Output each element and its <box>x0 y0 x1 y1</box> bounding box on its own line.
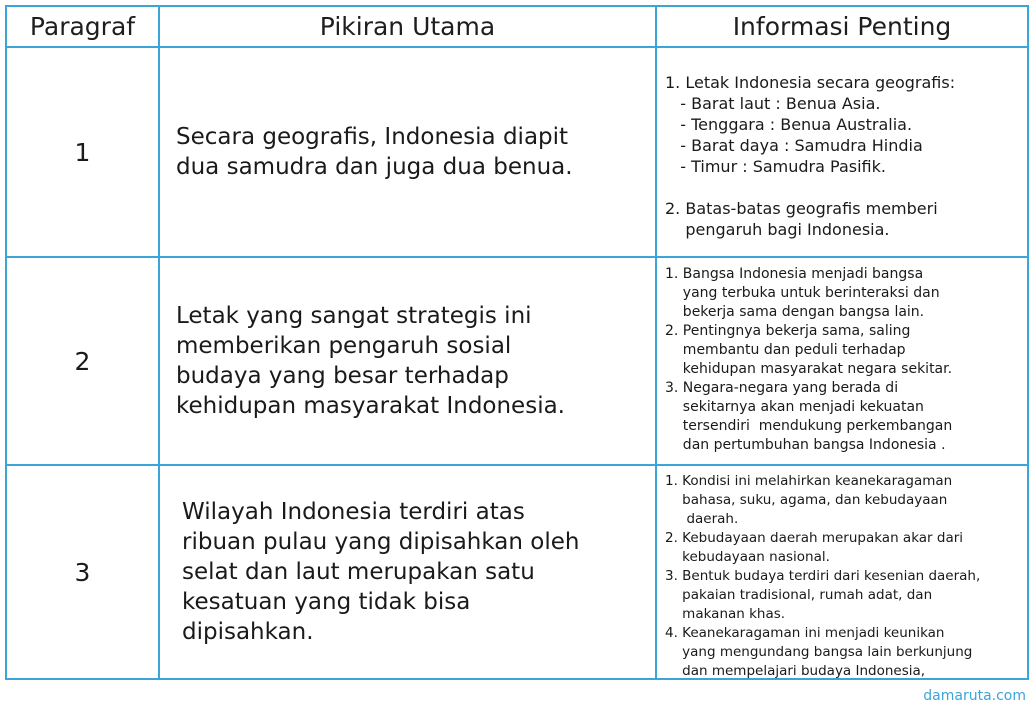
main-idea-line: kehidupan masyarakat Indonesia. <box>176 393 565 419</box>
main-idea-line: dipisahkan. <box>182 619 314 645</box>
main-idea-line: ribuan pulau yang dipisahkan oleh <box>182 529 580 555</box>
info-line: - Barat laut : Benua Asia. <box>665 94 881 113</box>
info-line: - Barat daya : Samudra Hindia <box>665 136 923 155</box>
info-line: 1. Kondisi ini melahirkan keanekaragaman <box>665 473 953 489</box>
info-line: sekitarnya akan menjadi kekuatan <box>665 399 924 415</box>
info-line: pakaian tradisional, rumah adat, dan <box>665 587 933 603</box>
main-idea-line: Wilayah Indonesia terdiri atas <box>182 499 525 525</box>
row-3-info <box>657 466 1027 678</box>
main-idea-line: kesatuan yang tidak bisa <box>182 589 471 615</box>
info-line-spacer <box>665 177 955 198</box>
main-idea-line: dua samudra dan juga dua benua. <box>176 154 573 180</box>
row-2-info <box>657 258 1027 464</box>
info-line: 4. Keanekaragaman ini menjadi keunikan <box>665 625 945 641</box>
info-line: bahasa, suku, agama, dan kebudayaan <box>665 492 948 508</box>
watermark: damaruta.com <box>923 688 1026 704</box>
info-line: 3. Negara-negara yang berada di <box>665 380 899 396</box>
info-line: dan mempelajari budaya Indonesia, <box>665 663 926 679</box>
header-informasi-penting: Informasi Penting <box>732 12 952 41</box>
info-line: 2. Kebudayaan daerah merupakan akar dari <box>665 530 964 546</box>
info-line: membantu dan peduli terhadap <box>665 342 906 358</box>
row-1-info <box>657 48 1027 256</box>
row-2-main-idea <box>160 258 655 464</box>
main-idea-line: memberikan pengaruh sosial <box>176 333 512 359</box>
main-idea-line: Letak yang sangat strategis ini <box>176 303 532 329</box>
row-2-number: 2 <box>74 346 91 376</box>
info-line: daerah. <box>665 511 739 527</box>
main-idea-line: Secara geografis, Indonesia diapit <box>176 124 569 150</box>
header-paragraf: Paragraf <box>29 12 136 41</box>
info-line: 1. Bangsa Indonesia menjadi bangsa <box>665 266 924 282</box>
info-line: pengaruh bagi Indonesia. <box>665 220 890 239</box>
info-line: - Timur : Samudra Pasifik. <box>665 157 886 176</box>
info-line: kebudayaan nasional. <box>665 549 830 565</box>
info-line: yang mengundang bangsa lain berkunjung <box>665 644 973 660</box>
info-line: 2. Batas-batas geografis memberi <box>665 199 938 218</box>
row-3-number: 3 <box>74 557 91 587</box>
info-line: - Tenggara : Benua Australia. <box>665 115 913 134</box>
row-3-main-idea <box>160 466 655 678</box>
info-table <box>5 5 1029 680</box>
info-line: yang terbuka untuk berinteraksi dan <box>665 285 940 301</box>
row-1-number: 1 <box>74 137 91 167</box>
info-line: 3. Bentuk budaya terdiri dari kesenian daerah, <box>665 568 981 584</box>
info-line: makanan khas. <box>665 606 786 622</box>
header-pikiran-utama: Pikiran Utama <box>319 12 496 41</box>
info-line: dan pertumbuhan bangsa Indonesia . <box>665 437 946 453</box>
info-line: tersendiri mendukung perkembangan <box>665 418 953 434</box>
row-1-main-idea <box>160 48 655 256</box>
info-line: bekerja sama dengan bangsa lain. <box>665 304 925 320</box>
info-line: 1. Letak Indonesia secara geografis: <box>665 73 956 92</box>
info-line: kehidupan masyarakat negara sekitar. <box>665 361 953 377</box>
info-line: 2. Pentingnya bekerja sama, saling <box>665 323 911 339</box>
main-idea-line: selat dan laut merupakan satu <box>182 559 535 585</box>
main-idea-line: budaya yang besar terhadap <box>176 363 509 389</box>
